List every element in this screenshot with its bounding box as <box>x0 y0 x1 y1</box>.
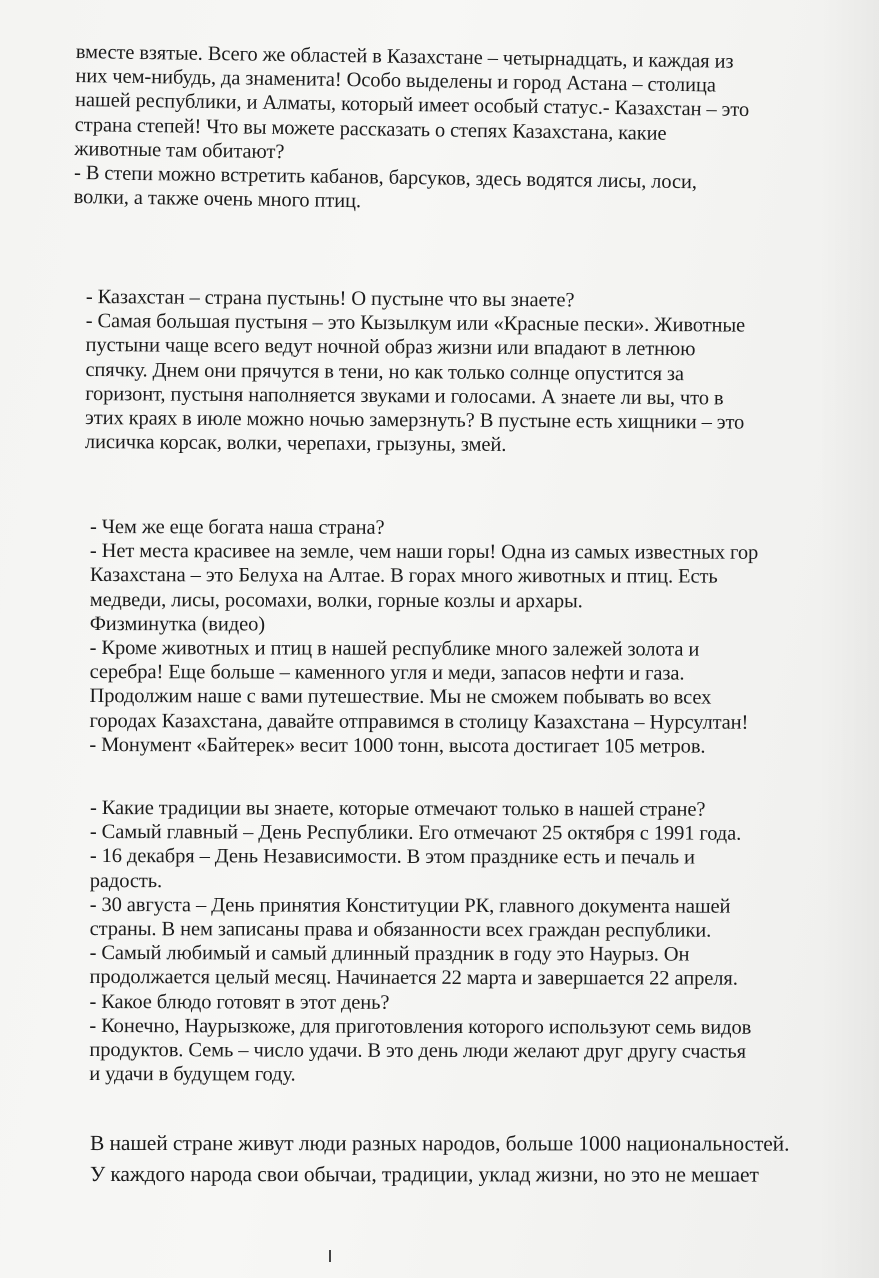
text-line: радость. <box>89 869 163 892</box>
text-line: продуктов. Семь – число удачи. В это день люди желают друг другу счастья <box>89 1039 747 1063</box>
text-line: В нашей стране живут люди разных народов, больше 1000 национальностей. <box>89 1131 790 1156</box>
paragraph-traditions <box>89 796 870 1088</box>
text-line: страны. В нем записаны права и обязанности всех граждан республики. <box>89 918 712 942</box>
text-line: Казахстана – это Белуха на Алтае. В горах много животных и птиц. Есть <box>89 564 718 589</box>
text-line: - Какое блюдо готовят в этот день? <box>89 990 390 1014</box>
paragraph-desert <box>85 285 866 460</box>
text-line: волки, а также очень много птиц. <box>73 186 362 213</box>
text-line: этих краях в июле можно ночью замерзнуть? В пустыне есть хищники – это <box>84 407 745 434</box>
text-line: - Кроме животных и птиц в нашей республике много залежей золота и <box>89 637 700 661</box>
text-line: Продолжим наше с вами путешествие. Мы не сможем побывать во всех <box>89 685 712 710</box>
text-line: - Монумент «Байтерек» весит 1000 тонн, высота достигает 105 метров. <box>89 733 706 758</box>
text-line: - Самый любимый и самый длинный праздник в году это Наурыз. Он <box>89 942 690 966</box>
text-line: - Какие традиции вы знаете, которые отмечают только в нашей стране? <box>89 797 706 821</box>
text-line: - 16 декабря – День Независимости. В этом празднике есть и печаль и <box>89 845 695 869</box>
text-line: и удачи в будущем году. <box>89 1063 296 1086</box>
paragraph-regions <box>73 40 855 221</box>
text-line: животные там обитают? <box>74 137 285 163</box>
text-line: - Нет места красивее на земле, чем наши горы! Одна из самых известных гор <box>89 540 759 564</box>
text-line: нашей республики, и Алматы, который имеет особый статус.- Казахстан – это <box>74 89 750 122</box>
text-line: пустыни чаще всего ведут ночной образ жизни или впадают в летнюю <box>85 334 696 361</box>
text-line: Физминутка (видео) <box>89 612 266 636</box>
paragraph-mountains <box>89 515 870 759</box>
text-line: - Самый главный – День Республики. Его отмечают 25 октября с 1991 года. <box>89 821 742 845</box>
paragraph-peoples <box>90 1128 870 1191</box>
text-line: - 30 августа – День принятия Конституции РК, главного документа нашей <box>89 893 731 918</box>
text-line: - Чем же еще богата наша страна? <box>89 516 385 539</box>
text-line: - Казахстан – страна пустынь! О пустыне что вы знаете? <box>85 285 575 312</box>
text-line: - Конечно, Наурызкоже, для приготовления которого используют семь видов <box>89 1014 752 1039</box>
text-line: городах Казахстана, давайте отправимся в столицу Казахстана – Нурсултан! <box>89 709 749 734</box>
text-line: горизонт, пустыня наполняется звуками и голосами. А знаете ли вы, что в <box>85 382 724 410</box>
text-line: - В степи можно встретить кабанов, барсуков, здесь водятся лисы, лоси, <box>73 162 698 194</box>
text-line: лисичка корсак, волки, черепахи, грызуны, змей. <box>84 431 507 457</box>
text-line: медведи, лисы, росомахи, волки, горные козлы и архары. <box>89 588 583 612</box>
text-line: продолжается целый месяц. Начинается 22 марта и завершается 22 апреля. <box>89 966 738 991</box>
text-line: вместе взятые. Всего же областей в Казахстане – четырнадцать, и каждая из <box>75 40 734 73</box>
text-line: У каждого народа свои обычаи, традиции, уклад жизни, но это не мешает <box>89 1162 759 1187</box>
page-mark <box>329 1250 331 1262</box>
text-line: них чем-нибудь, да знаменита! Особо выделены и город Астана – столица <box>75 65 717 97</box>
text-line: страна степей! Что вы можете рассказать о степях Казахстана, какие <box>74 113 667 145</box>
text-line: серебра! Еще больше – каменного угля и меди, запасов нефти и газа. <box>89 661 685 685</box>
text-line: - Самая большая пустыня – это Кызылкум или «Красные пески». Животные <box>85 310 746 337</box>
text-line: спячку. Днем они прячутся в тени, но как только солнце опустится за <box>85 358 685 385</box>
